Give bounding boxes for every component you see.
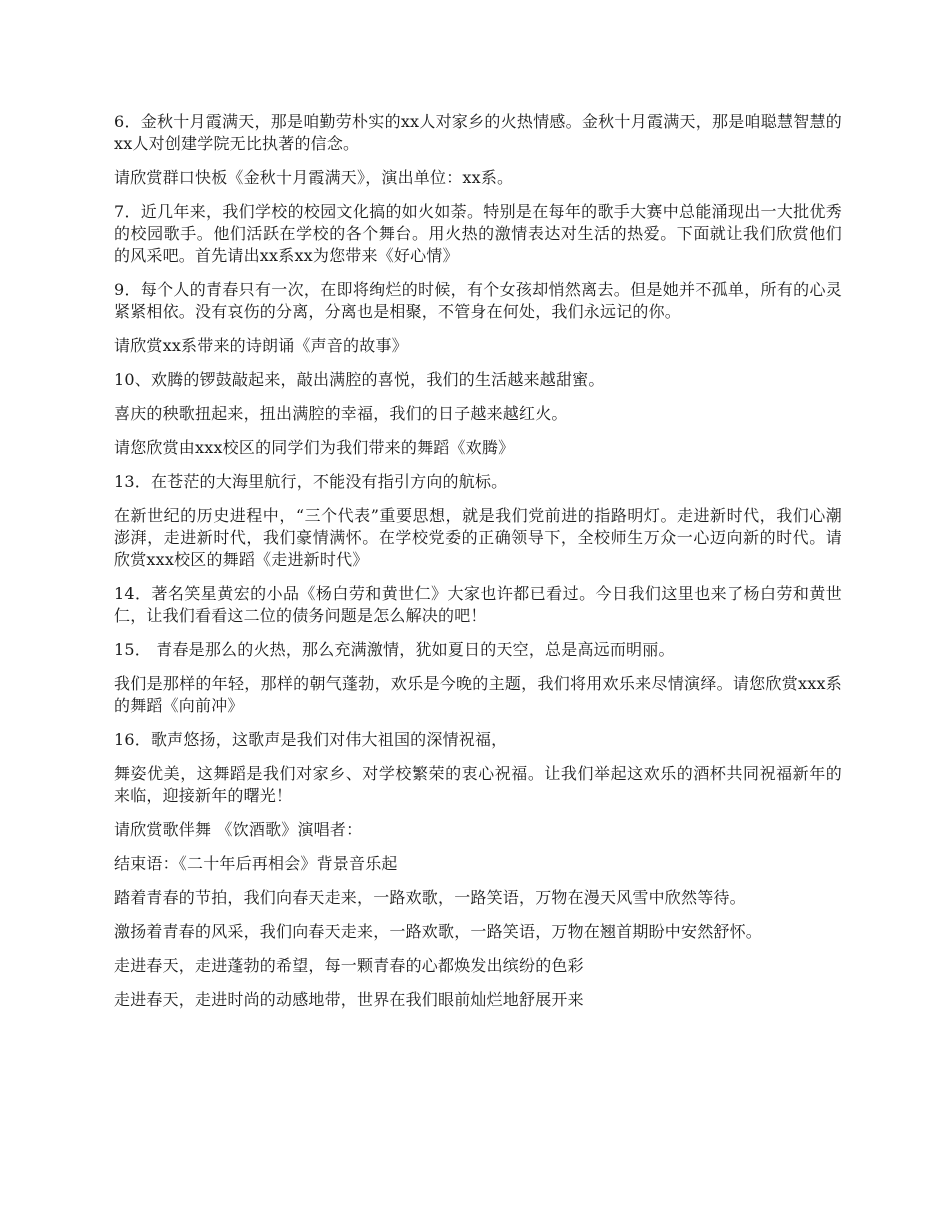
paragraph-14: 16．歌声悠扬，这歌声是我们对伟大祖国的深情祝福， xyxy=(114,730,508,749)
paragraph-6: 10、欢腾的锣鼓敲起来，敲出满腔的喜悦，我们的生活越来越甜蜜。 xyxy=(114,370,605,389)
paragraph-4: 9．每个人的青春只有一次，在即将绚烂的时候，有个女孩却悄然离去。但是她并不孤单，所有的心灵紧紧相依。没有哀伤的分离，分离也是相聚，不管身在何处，我们永远记的你。 xyxy=(114,280,842,321)
paragraph-3: 7．近几年来，我们学校的校园文化搞的如火如荼。特别是在每年的歌手大赛中总能涌现出一大批优秀的校园歌手。他们活跃在学校的各个舞台。用火热的激情表达对生活的热爱。下面就让我们欣赏他们的风采吧。首先请出xx系xx为您带来《好心情》 xyxy=(114,202,842,265)
paragraph-7: 喜庆的秧歌扭起来，扭出满腔的幸福，我们的日子越来越红火。 xyxy=(114,404,568,423)
paragraph-17: 结束语：《二十年后再相会》背景音乐起 xyxy=(114,854,398,873)
paragraph-10: 在新世纪的历史进程中，“三个代表”重要思想，就是我们党前进的指路明灯。走进新时代，我们心潮澎湃，走进新时代，我们豪情满怀。在学校党委的正确领导下，全校师生万众一心迈向新的时代。请欣赏xxx校区的舞蹈《走进新时代》 xyxy=(114,506,842,569)
paragraph-5: 请欣赏xx系带来的诗朗诵《声音的故事》 xyxy=(114,336,408,355)
document-body xyxy=(114,111,842,1023)
paragraph-11: 14．著名笑星黄宏的小品《杨白劳和黄世仁》大家也许都已看过。今日我们这里也来了杨白劳和黄世仁，让我们看看这二位的债务问题是怎么解决的吧！ xyxy=(114,584,842,625)
paragraph-9: 13．在苍茫的大海里航行，不能没有指引方向的航标。 xyxy=(114,472,508,491)
paragraph-16: 请欣赏歌伴舞 《饮酒歌》演唱者： xyxy=(114,820,363,839)
paragraph-2: 请欣赏群口快板《金秋十月霞满天》，演出单位：xx系。 xyxy=(114,168,514,187)
paragraph-20: 走进春天，走进蓬勃的希望，每一颗青春的心都焕发出缤纷的色彩 xyxy=(114,956,584,975)
paragraph-12: 15． 青春是那么的火热，那么充满激情，犹如夏日的天空，总是高远而明丽。 xyxy=(114,640,675,659)
paragraph-13: 我们是那样的年轻，那样的朝气蓬勃，欢乐是今晚的主题，我们将用欢乐来尽情演绎。请您欣赏xxx系的舞蹈《向前冲》 xyxy=(114,674,842,715)
paragraph-19: 激扬着青春的风采，我们向春天走来，一路欢歌，一路笑语，万物在翘首期盼中安然舒怀。 xyxy=(114,922,763,941)
paragraph-1: 6．金秋十月霞满天，那是咱勤劳朴实的xx人对家乡的火热情感。金秋十月霞满天，那是咱聪慧智慧的xx人对创建学院无比执著的信念。 xyxy=(114,112,842,153)
paragraph-15: 舞姿优美，这舞蹈是我们对家乡、对学校繁荣的衷心祝福。让我们举起这欢乐的酒杯共同祝福新年的来临，迎接新年的曙光！ xyxy=(114,764,842,805)
paragraph-8: 请您欣赏由xxx校区的同学们为我们带来的舞蹈《欢腾》 xyxy=(114,438,515,457)
paragraph-21: 走进春天，走进时尚的动感地带，世界在我们眼前灿烂地舒展开来 xyxy=(114,990,584,1009)
paragraph-18: 踏着青春的节拍，我们向春天走来，一路欢歌，一路笑语，万物在漫天风雪中欣然等待。 xyxy=(114,888,746,907)
